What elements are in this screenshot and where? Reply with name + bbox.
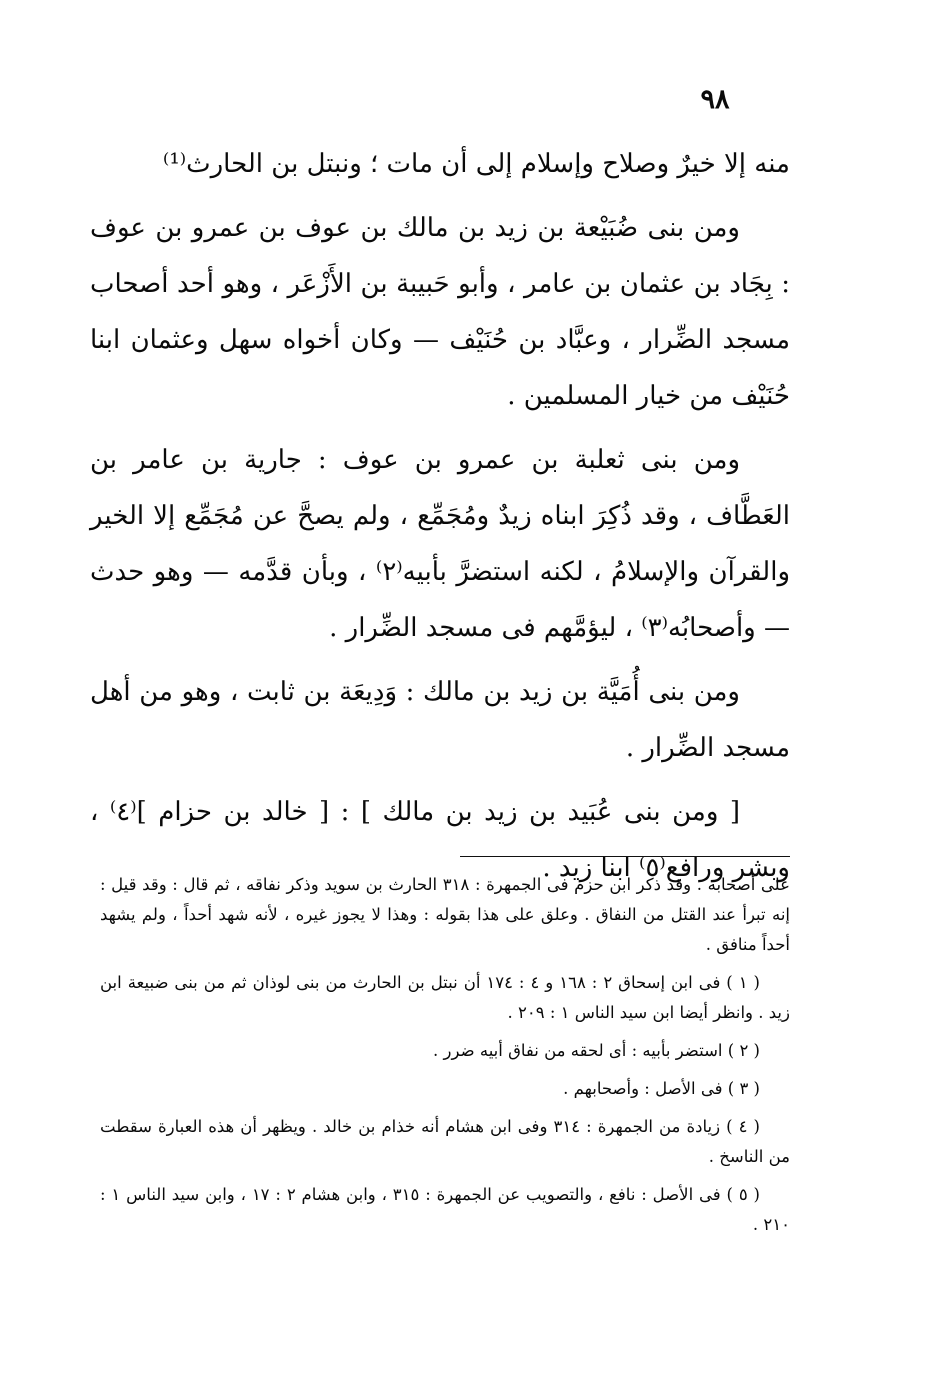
footnote-3: ( ٣ ) فى الأصل : وأصحابهم . xyxy=(563,1079,760,1098)
page-number: ٩٨ xyxy=(700,84,730,115)
footnote-5: ( ٥ ) فى الأصل : نافع ، والتصويب عن الجمهرة : ٣١٥ ، وابن هشام ٢ : ١٧ ، وابن سيد الناس ١ : ٢١٠ . xyxy=(100,1185,790,1234)
footnote-4: ( ٤ ) زيادة من الجمهرة : ٣١٤ وفى ابن هشام أنه خذام بن خالد . ويظهر أن هذه العبارة سقطت من الناسخ . xyxy=(100,1117,790,1166)
main-text xyxy=(90,136,790,904)
paragraph-bani-ubayd: [ ومن بنى عُبَيد بن زيد بن مالك ] : [ خالد بن حزام ]⁽٤⁾ ، وبشر ورافع⁽٥⁾ ابنا زيد . xyxy=(90,797,790,883)
paragraph-continuation: منه إلا خيرٌ وصلاح وإسلام إلى أن مات ؛ ونبتل بن الحارث⁽¹⁾ xyxy=(162,149,790,179)
paragraph-bani-umayya: ومن بنى أُمَيَّة بن زيد بن مالك : وَدِيعَة بن ثابت ، وهو من أهل مسجد الضِّرار . xyxy=(90,677,790,763)
footnote-1: ( ١ ) فى ابن إسحاق ٢ : ١٦٨ و ٤ : ١٧٤ أن نبتل بن الحارث من بنى لوذان ثم من بنى ضبيعة ابن زيد . وانظر أيضا ابن سيد الناس ١ : ٢٠٩ . xyxy=(100,973,790,1022)
footnote-continuation: على أصحابه . وقد ذكر ابن حزم فى الجمهرة : ٣١٨ الحارث بن سويد وذكر نفاقه ، ثم قال : وقد قيل : إنه تبرأ عند القتل من النفاق . وعلق على هذا بقوله : وهذا لا يجوز غيره ، لأنه شهد أحداً ، ولم يشهد أحداً منافق . xyxy=(100,875,790,954)
paragraph-bani-dubayah: ومن بنى ضُبَيْعة بن زيد بن مالك بن عوف بن عمرو بن عوف : بِجَاد بن عثمان بن عامر ، وأبو حَبيبة بن الأَزْعَر ، وهو أحد أصحاب مسجد الضِّرار ، وعبَّاد بن حُنَيْف — وكان أخواه سهل وعثمان ابنا حُنَيْف من خيار المسلمين . xyxy=(90,213,790,411)
footnote-divider xyxy=(460,856,790,857)
footnote-2: ( ٢ ) استضر بأبيه : أى لحقه من نفاق أبيه ضرر . xyxy=(433,1041,760,1060)
paragraph-bani-thalaba: ومن بنى ثعلبة بن عمرو بن عوف : جارية بن عامر بن العَطَّاف ، وقد ذُكِرَ ابناه زيدٌ ومُجَمِّع ، ولم يصحَّ عن مُجَمِّع إلا الخير والقرآن والإسلامُ ، لكنه استضرَّ بأبيه⁽٢⁾ ، وبأن قدَّمه — وهو حدث — وأصحابُه⁽٣⁾ ، ليؤمَّهم فى مسجد الضِّرار . xyxy=(90,445,790,643)
footnotes xyxy=(100,870,790,1248)
